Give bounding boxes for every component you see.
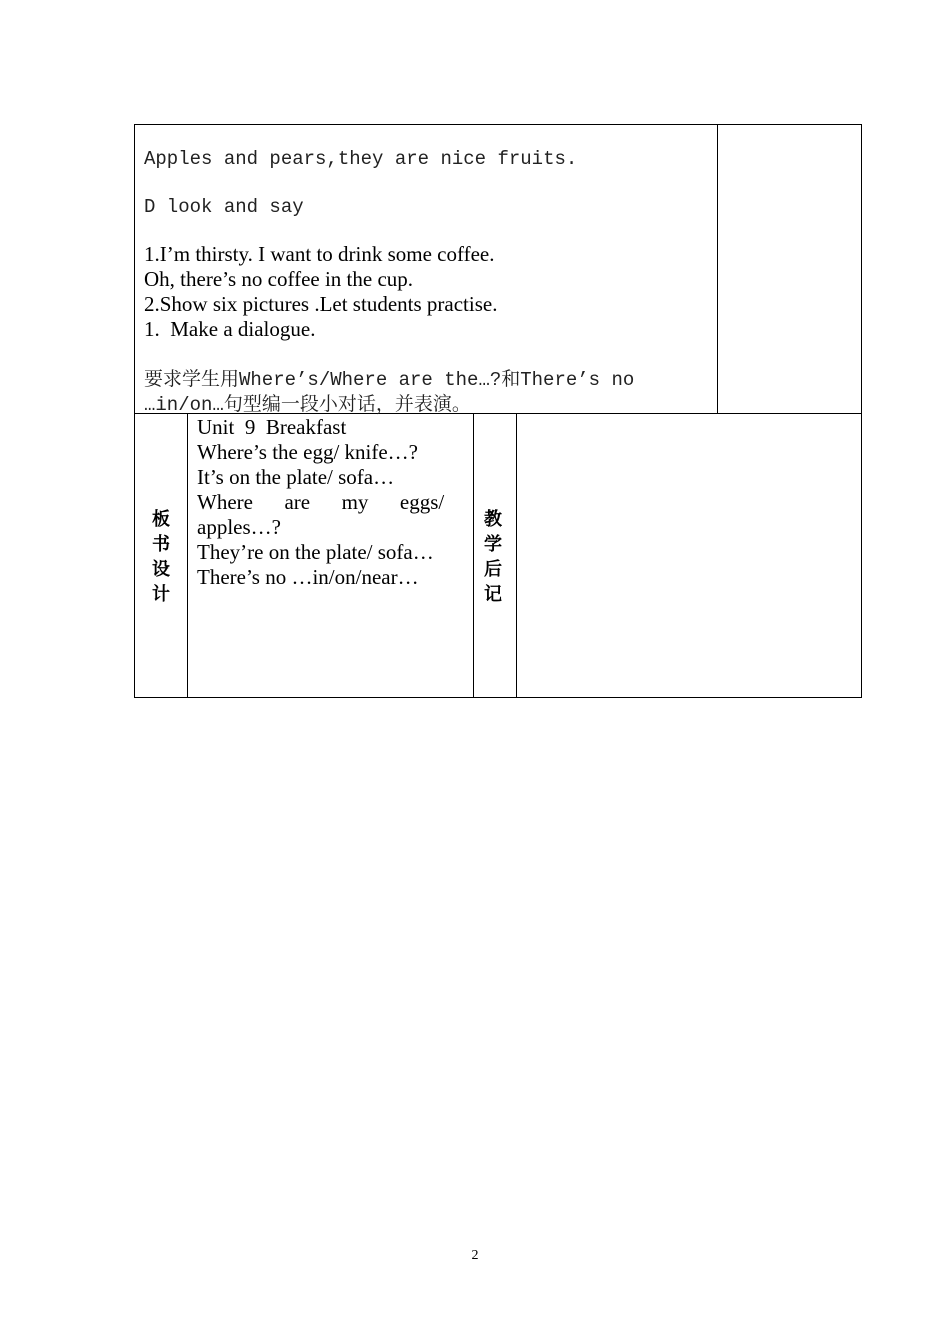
text-line: 1. Make a dialogue. (144, 317, 316, 341)
label-char: 后 (484, 559, 502, 580)
text-line: 2.Show six pictures .Let students practise. (144, 292, 498, 316)
board-label-divider (187, 413, 188, 698)
label-char: 学 (484, 534, 502, 555)
text-line: …in/on…句型编一段小对话，并表演。 (144, 394, 471, 416)
label-char: 设 (152, 559, 170, 580)
text-line: 1.I’m thirsty. I want to drink some coffee. (144, 242, 495, 266)
board-line: Unit 9 Breakfast (197, 415, 347, 439)
label-char: 教 (484, 509, 502, 530)
text-line: 要求学生用Where’s/Where are the…?和There’s no (144, 369, 635, 391)
text-line: Oh, there’s no coffee in the cup. (144, 267, 414, 291)
notes-label-divider (516, 413, 517, 698)
label-char: 书 (152, 534, 170, 555)
label-char: 计 (152, 584, 170, 605)
label-char: 板 (152, 509, 170, 530)
label-char: 记 (484, 584, 502, 605)
teaching-notes-label (483, 507, 503, 607)
text-line: Apples and pears,they are nice fruits. (144, 148, 578, 170)
board-line: They’re on the plate/ sofa… (197, 540, 434, 564)
board-line: It’s on the plate/ sofa… (197, 465, 395, 489)
page-number: 2 (471, 1248, 479, 1263)
board-line: Where are my eggs/ (197, 490, 445, 514)
board-content-divider (473, 413, 474, 698)
text-line: D look and say (144, 196, 304, 218)
board-line: Where’s the egg/ knife…? (197, 440, 418, 464)
board-line: There’s no …in/on/near… (197, 565, 419, 589)
board-line: apples…? (197, 515, 281, 539)
top-row-divider (717, 124, 718, 414)
board-design-label (151, 507, 171, 607)
